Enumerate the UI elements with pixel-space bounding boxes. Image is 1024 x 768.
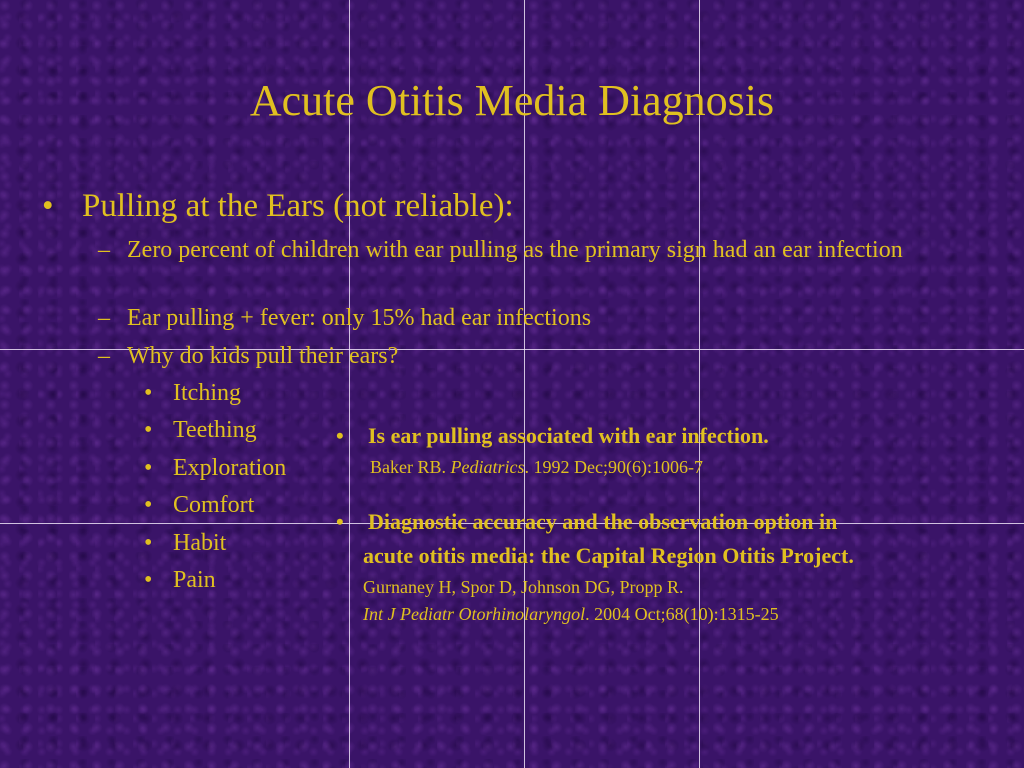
reference-title bbox=[336, 506, 837, 538]
bullet-marker: • bbox=[336, 509, 344, 534]
bullet-marker: • bbox=[144, 492, 153, 518]
reason-text: Exploration bbox=[173, 455, 287, 481]
main-bullet-text: Pulling at the Ears (not reliable): bbox=[82, 188, 514, 224]
reference-title-text: Is ear pulling associated with ear infection. bbox=[368, 423, 769, 448]
reason-text: Pain bbox=[173, 567, 216, 593]
reason-item bbox=[144, 379, 241, 408]
reference-authors: Baker RB. bbox=[370, 457, 446, 477]
sub-bullet-text: Zero percent of children with ear pulling as the primary sign had an ear infection bbox=[127, 237, 903, 263]
reference-authors: Gurnaney H, Spor D, Johnson DG, Propp R. bbox=[363, 577, 684, 597]
sub-bullet bbox=[98, 236, 957, 265]
reason-item bbox=[144, 529, 226, 558]
reason-item bbox=[144, 416, 257, 445]
main-bullet bbox=[42, 186, 514, 226]
reference-details: . 1992 Dec;90(6):1006-7 bbox=[524, 457, 703, 477]
sub-bullet-text: Why do kids pull their ears? bbox=[127, 343, 399, 369]
bullet-marker: • bbox=[144, 417, 153, 443]
reason-text: Comfort bbox=[173, 492, 255, 518]
reference-title bbox=[336, 420, 769, 452]
bullet-marker: • bbox=[144, 455, 153, 481]
bullet-marker: • bbox=[144, 380, 153, 406]
bullet-marker: • bbox=[144, 567, 153, 593]
sub-bullet bbox=[98, 304, 967, 333]
reference-citation bbox=[370, 456, 703, 478]
reference-title-continued: acute otitis media: the Capital Region Otitis Project. bbox=[363, 543, 854, 568]
reason-text: Habit bbox=[173, 530, 227, 556]
reference-citation bbox=[363, 603, 779, 625]
dash-marker: – bbox=[98, 237, 110, 263]
reference-journal: Pediatrics bbox=[450, 457, 525, 477]
dash-marker: – bbox=[98, 305, 110, 331]
bullet-marker: • bbox=[42, 188, 54, 224]
reference-details: . 2004 Oct;68(10):1315-25 bbox=[585, 604, 779, 624]
sub-bullet-text: Ear pulling + fever: only 15% had ear infections bbox=[127, 305, 592, 331]
bullet-marker: • bbox=[144, 530, 153, 556]
reason-text: Teething bbox=[173, 417, 257, 443]
reason-item bbox=[144, 491, 254, 520]
dash-marker: – bbox=[98, 343, 110, 369]
reference-journal: Int J Pediatr Otorhinolaryngol bbox=[363, 604, 586, 624]
bullet-marker: • bbox=[336, 423, 344, 448]
reason-item bbox=[144, 454, 286, 483]
reference-title-text: Diagnostic accuracy and the observation option in bbox=[368, 509, 838, 534]
reason-item bbox=[144, 566, 216, 595]
slide-title: Acute Otitis Media Diagnosis bbox=[249, 76, 775, 125]
sub-bullet bbox=[98, 342, 967, 371]
reason-text: Itching bbox=[173, 380, 241, 406]
